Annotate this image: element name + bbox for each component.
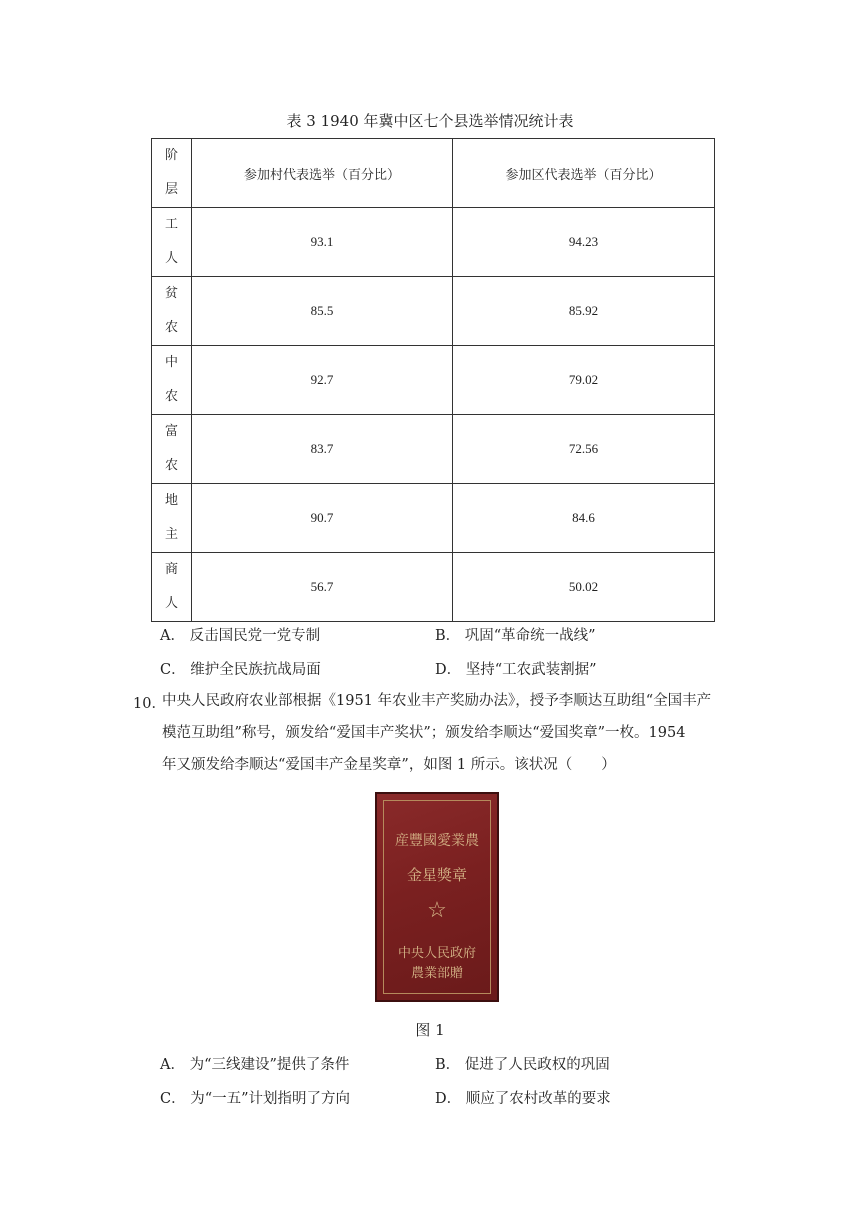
- table-row: [152, 346, 715, 415]
- stratum-cell: 商 人: [152, 553, 192, 622]
- stratum-cell: 贫 农: [152, 277, 192, 346]
- q10-option-d[interactable]: D． 顺应了农村改革的要求: [435, 1091, 611, 1107]
- header-stratum-char-1: 阶: [164, 148, 178, 163]
- district-cell: 84.6: [453, 484, 715, 553]
- village-cell: 56.7: [192, 553, 453, 622]
- q10-stem-line-1: 中央人民政府农业部根据《1951 年农业丰产奖励办法》，授予李顺达互助组“全国丰产: [162, 693, 712, 709]
- district-cell: 85.92: [453, 277, 715, 346]
- q9-option-a[interactable]: A． 反击国民党一党专制: [160, 628, 321, 644]
- q10-stem: [162, 685, 762, 781]
- q10-option-b[interactable]: B． 促进了人民政权的巩固: [435, 1057, 610, 1073]
- village-cell: 83.7: [192, 415, 453, 484]
- table-row: [152, 415, 715, 484]
- header-stratum-char-2: 层: [164, 182, 178, 197]
- stratum-cell: 中 农: [152, 346, 192, 415]
- header-village: 参加村代表选举（百分比）: [192, 139, 453, 208]
- table-caption: 表 3 1940 年冀中区七个县选举情况统计表: [286, 112, 574, 130]
- q9-option-b[interactable]: B． 巩固“革命统一战线”: [435, 628, 596, 644]
- q10-number: 10．: [133, 696, 166, 712]
- q10-stem-line-2: 模范互助组”称号，颁发给“爱国丰产奖状”；颁发给李顺达“爱国奖章”一枚。1954: [162, 725, 686, 741]
- q9-option-d[interactable]: D． 坚持“工农武装割据”: [435, 662, 597, 678]
- district-cell: 79.02: [453, 346, 715, 415]
- table-row: [152, 553, 715, 622]
- medal-certificate-image: [375, 792, 499, 1002]
- election-stats-table: [151, 138, 715, 622]
- medal-award-name: 金星獎章: [406, 866, 467, 884]
- district-cell: 72.56: [453, 415, 715, 484]
- figure-caption: 图 1: [415, 1021, 445, 1039]
- q9-option-c[interactable]: C． 维护全民族抗战局面: [160, 662, 321, 678]
- village-cell: 85.5: [192, 277, 453, 346]
- district-cell: 50.02: [453, 553, 715, 622]
- medal-issuer: 中央人民政府: [397, 946, 476, 961]
- table-row: [152, 208, 715, 277]
- stratum-cell: 工 人: [152, 208, 192, 277]
- district-cell: 94.23: [453, 208, 715, 277]
- q10-option-a[interactable]: A． 为“三线建设”提供了条件: [160, 1057, 350, 1073]
- table-row: [152, 484, 715, 553]
- village-cell: 90.7: [192, 484, 453, 553]
- header-stratum: [152, 139, 192, 208]
- village-cell: 93.1: [192, 208, 453, 277]
- table-row: [152, 277, 715, 346]
- village-cell: 92.7: [192, 346, 453, 415]
- star-icon: ☆: [427, 898, 447, 923]
- header-district: 参加区代表选举（百分比）: [453, 139, 715, 208]
- medal-department: 農業部贈: [410, 966, 463, 981]
- table-header-row: [152, 139, 715, 208]
- stratum-cell: 富 农: [152, 415, 192, 484]
- stratum-cell: 地 主: [152, 484, 192, 553]
- q10-option-c[interactable]: C． 为“一五”计划指明了方向: [160, 1091, 351, 1107]
- q10-stem-line-3: 年又颁发给李顺达“爱国丰产金星奖章”，如图 1 所示。该状况（ ）: [162, 757, 616, 773]
- medal-title-line: 産豐國愛業農: [395, 833, 479, 849]
